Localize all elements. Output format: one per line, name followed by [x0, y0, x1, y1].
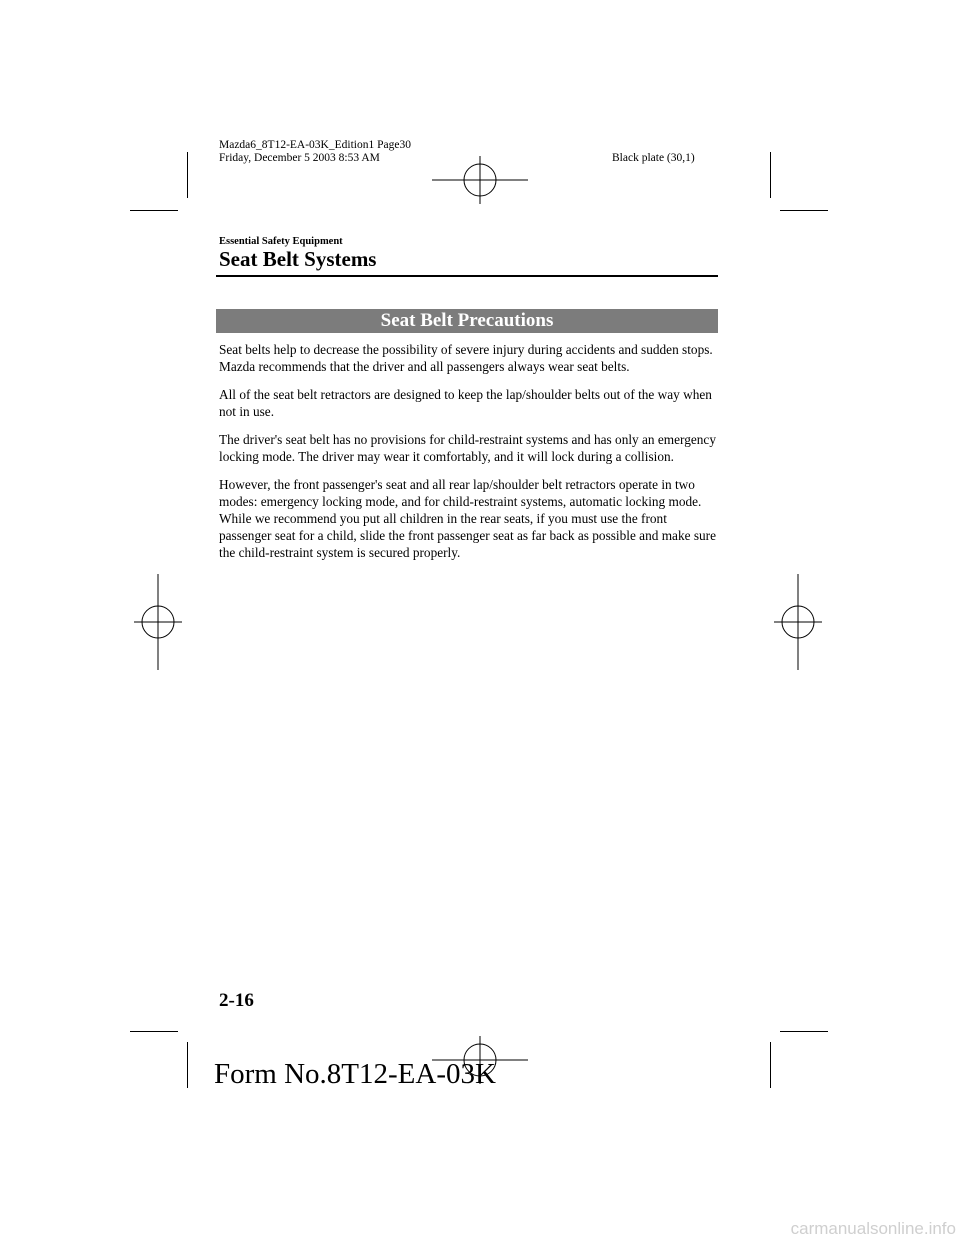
registration-mark-left [134, 574, 182, 670]
title-rule [216, 275, 718, 277]
print-header [219, 139, 411, 165]
paragraph: All of the seat belt retractors are designed to keep the lap/shoulder belts out of the way when not in use. [219, 387, 712, 419]
print-file-line: Mazda6_8T12-EA-03K_Edition1 Page30 [219, 139, 411, 151]
crop-mark [187, 1042, 188, 1088]
crop-mark [187, 152, 188, 198]
page-title: Seat Belt Systems [219, 247, 377, 271]
crop-mark [780, 210, 828, 211]
paragraph: However, the front passenger's seat and all rear lap/shoulder belt retractors operate in two modes: emergency locking mode, and for child-restraint systems, automatic locking mode. While we recommend you put all children in the rear seats, if you must use the front passenger seat for a child, slide the front passenger seat as far back as possible and make sure the child-restraint system is secured properly. [219, 477, 716, 560]
registration-mark-top [432, 156, 528, 204]
crop-mark [770, 1042, 771, 1088]
form-number: Form No.8T12-EA-03K [214, 1058, 496, 1090]
paragraph: The driver's seat belt has no provisions for child-restraint systems and has only an emergency locking mode. The driver may wear it comfortably, and it will lock during a collision. [219, 432, 716, 464]
body-text [219, 341, 719, 572]
print-date-line: Friday, December 5 2003 8:53 AM [219, 152, 380, 164]
section-banner: Seat Belt Precautions [216, 309, 718, 333]
section-label: Essential Safety Equipment [219, 236, 343, 247]
crop-mark [780, 1031, 828, 1032]
watermark: carmanualsonline.info [790, 1219, 956, 1238]
paragraph: Seat belts help to decrease the possibility of severe injury during accidents and sudden stops. Mazda recommends that the driver and all passengers always wear seat belts. [219, 342, 713, 374]
crop-mark [770, 152, 771, 198]
registration-mark-right [774, 574, 822, 670]
plate-label: Black plate (30,1) [612, 152, 695, 164]
page-number: 2-16 [219, 990, 254, 1011]
crop-mark [130, 1031, 178, 1032]
crop-mark [130, 210, 178, 211]
